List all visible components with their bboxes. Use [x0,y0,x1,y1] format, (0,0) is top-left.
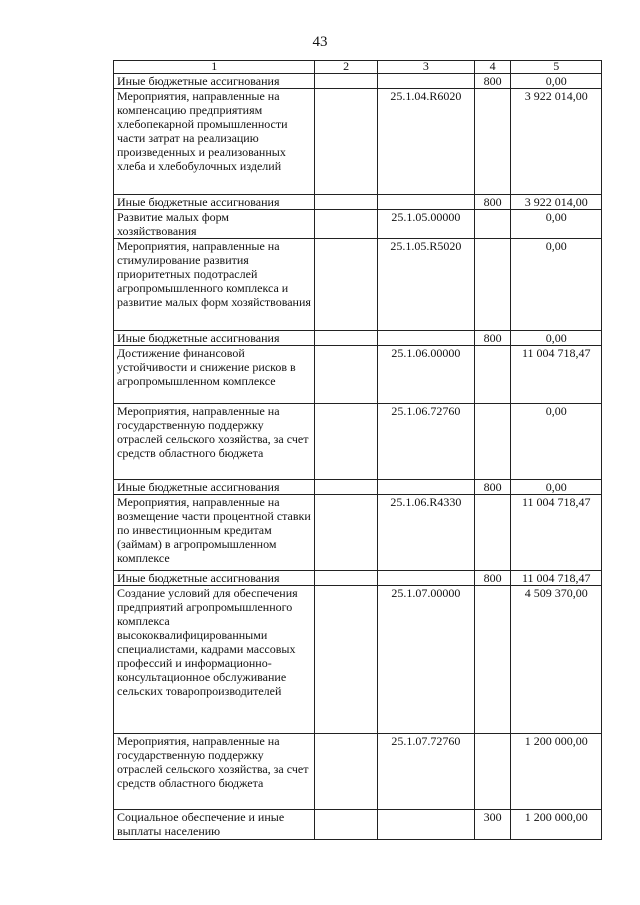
cell-amount: 11 004 718,47 [511,346,602,404]
cell-target-code [377,810,474,840]
table-row [114,239,602,331]
cell-section [315,331,377,346]
cell-section [315,210,377,239]
cell-expense-type [474,239,511,331]
cell-target-code: 25.1.06.00000 [377,346,474,404]
cell-section [315,404,377,480]
cell-name: Иные бюджетные ассигнования [114,195,315,210]
column-header-1: 1 [114,61,315,74]
cell-expense-type [474,89,511,195]
cell-amount: 0,00 [511,74,602,89]
cell-amount: 3 922 014,00 [511,89,602,195]
cell-name: Мероприятия, направленные на государственную поддержку отраслей сельского хозяйства, за счет средств областного бюджета [114,404,315,480]
budget-table [113,60,602,840]
cell-target-code [377,571,474,586]
cell-expense-type [474,586,511,734]
table-row [114,571,602,586]
table-row [114,404,602,480]
cell-amount: 11 004 718,47 [511,571,602,586]
cell-target-code: 25.1.07.00000 [377,586,474,734]
cell-section [315,810,377,840]
table-row [114,810,602,840]
column-header-4: 4 [474,61,511,74]
cell-section [315,480,377,495]
cell-section [315,571,377,586]
column-header-2: 2 [315,61,377,74]
cell-target-code: 25.1.06.72760 [377,404,474,480]
table-body [114,74,602,840]
cell-section [315,239,377,331]
page-number: 43 [312,34,328,50]
cell-expense-type: 800 [474,74,511,89]
cell-name: Иные бюджетные ассигнования [114,480,315,495]
cell-section [315,195,377,210]
cell-expense-type: 800 [474,331,511,346]
cell-amount: 0,00 [511,210,602,239]
table-row [114,195,602,210]
table-row [114,89,602,195]
cell-expense-type: 800 [474,571,511,586]
cell-expense-type [474,404,511,480]
cell-expense-type [474,210,511,239]
cell-target-code: 25.1.06.R4330 [377,495,474,571]
cell-section [315,89,377,195]
cell-section [315,586,377,734]
table-row [114,346,602,404]
cell-amount: 1 200 000,00 [511,810,602,840]
cell-target-code [377,480,474,495]
cell-section [315,346,377,404]
cell-expense-type: 300 [474,810,511,840]
cell-amount: 0,00 [511,480,602,495]
table-row [114,586,602,734]
column-header-3: 3 [377,61,474,74]
cell-name: Мероприятия, направленные на стимулирование развития приоритетных подотраслей агропромышленного комплекса и развитие малых форм хозяйствования [114,239,315,331]
cell-amount: 1 200 000,00 [511,734,602,810]
table-row [114,480,602,495]
cell-amount: 0,00 [511,331,602,346]
cell-name: Мероприятия, направленные на возмещение части процентной ставки по инвестиционным кредитам (займам) в агропромышленном комплексе [114,495,315,571]
cell-name: Развитие малых форм хозяйствования [114,210,315,239]
cell-name: Мероприятия, направленные на компенсацию предприятиям хлебопекарной промышленности части затрат на реализацию произведенных и реализованных хлеба и хлебобулочных изделий [114,89,315,195]
cell-target-code: 25.1.07.72760 [377,734,474,810]
cell-amount: 4 509 370,00 [511,586,602,734]
cell-name: Иные бюджетные ассигнования [114,331,315,346]
cell-target-code: 25.1.04.R6020 [377,89,474,195]
table-row [114,210,602,239]
cell-expense-type: 800 [474,195,511,210]
cell-name: Мероприятия, направленные на государственную поддержку отраслей сельского хозяйства, за счет средств областного бюджета [114,734,315,810]
cell-amount: 3 922 014,00 [511,195,602,210]
cell-amount: 0,00 [511,239,602,331]
cell-expense-type: 800 [474,480,511,495]
table-row [114,495,602,571]
table-row [114,74,602,89]
cell-section [315,74,377,89]
cell-name: Создание условий для обеспечения предприятий агропромышленного комплекса высококвалифицированными специалистами, кадрами массовых профессий и информационно-консультационное обслуживание сельских товаропроизводителей [114,586,315,734]
column-header-5: 5 [511,61,602,74]
cell-name: Социальное обеспечение и иные выплаты населению [114,810,315,840]
cell-section [315,495,377,571]
cell-target-code [377,74,474,89]
cell-name: Достижение финансовой устойчивости и снижение рисков в агропромышленном комплексе [114,346,315,404]
cell-expense-type [474,346,511,404]
table-row [114,734,602,810]
cell-target-code: 25.1.05.00000 [377,210,474,239]
cell-target-code [377,331,474,346]
cell-expense-type [474,495,511,571]
cell-amount: 11 004 718,47 [511,495,602,571]
cell-section [315,734,377,810]
cell-name: Иные бюджетные ассигнования [114,571,315,586]
cell-name: Иные бюджетные ассигнования [114,74,315,89]
table-header-row [114,61,602,74]
cell-target-code: 25.1.05.R5020 [377,239,474,331]
cell-target-code [377,195,474,210]
cell-expense-type [474,734,511,810]
table-row [114,331,602,346]
cell-amount: 0,00 [511,404,602,480]
